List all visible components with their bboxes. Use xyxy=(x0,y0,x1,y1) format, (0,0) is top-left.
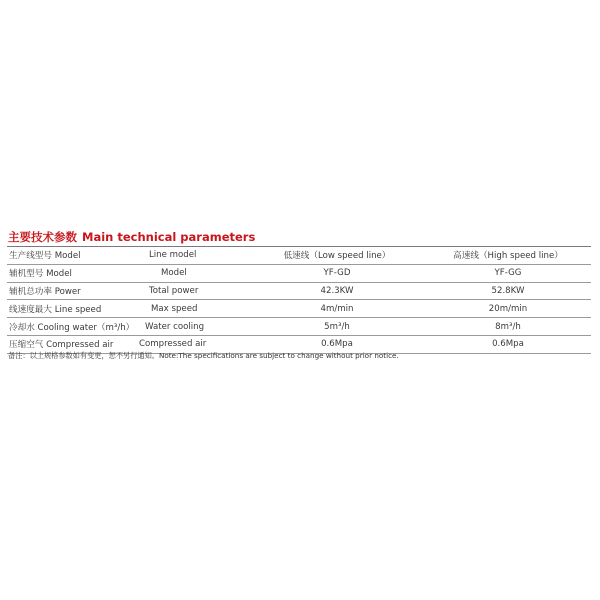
table-cell: 4m/min xyxy=(249,300,425,318)
table-row xyxy=(7,300,591,318)
table-cell: 8m³/h xyxy=(425,318,591,336)
table-cell: Max speed xyxy=(139,300,249,318)
table-row xyxy=(7,282,591,300)
table-cell: 0.6Mpa xyxy=(425,335,591,353)
table-cell: 辅机型号 Model xyxy=(7,264,139,282)
footnote: 备注：以上规格参数如有变更，恕不另行通知。Note:The specifications are subject to change without prior notice. xyxy=(8,351,399,360)
table-cell: 52.8KW xyxy=(425,282,591,300)
table-cell: 辅机总功率 Power xyxy=(7,282,139,300)
section-title xyxy=(8,229,255,245)
table-cell: YF-GG xyxy=(425,264,591,282)
table-cell: Total power xyxy=(139,282,249,300)
table-cell: 低速线（Low speed line） xyxy=(249,247,425,265)
table-cell: 生产线型号 Model xyxy=(7,247,139,265)
table-row xyxy=(7,264,591,282)
table-row xyxy=(7,318,591,336)
title-zh: 主要技术参数 xyxy=(8,230,77,244)
title-en: Main technical parameters xyxy=(82,230,256,244)
table-header-row xyxy=(7,247,591,265)
table-cell: 高速线（High speed line） xyxy=(425,247,591,265)
table-cell: 20m/min xyxy=(425,300,591,318)
table-cell: 42.3KW xyxy=(249,282,425,300)
table-cell: Line model xyxy=(139,247,249,265)
table-cell: 0.6Mpa xyxy=(249,335,425,353)
table-cell: Water cooling xyxy=(139,318,249,336)
table-cell: 线速度最大 Line speed xyxy=(7,300,139,318)
table-cell: 冷却水 Cooling water（m³/h） xyxy=(7,318,139,336)
table-cell: Model xyxy=(139,264,249,282)
table-cell: 5m³/h xyxy=(249,318,425,336)
table-cell: YF-GD xyxy=(249,264,425,282)
parameters-table xyxy=(7,246,591,354)
table-cell: Compressed air xyxy=(139,335,249,353)
table-cell: 压缩空气 Compressed air xyxy=(7,335,139,353)
